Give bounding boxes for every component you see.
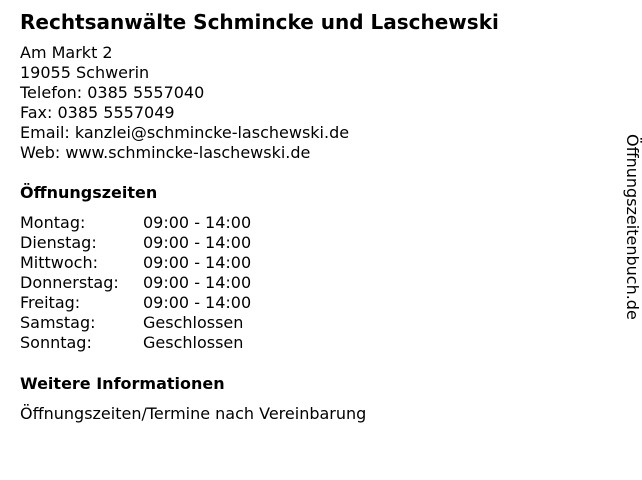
website-address: Web: www.schmincke-laschewski.de — [20, 143, 311, 162]
hours-day: Freitag: — [20, 293, 81, 312]
business-name: Rechtsanwälte Schmincke und Laschewski — [20, 10, 499, 34]
hours-row — [20, 313, 251, 333]
hours-time: 09:00 - 14:00 — [143, 233, 252, 252]
hours-row — [20, 253, 251, 273]
contact-block — [20, 43, 349, 163]
hours-time: 09:00 - 14:00 — [143, 213, 252, 232]
hours-day: Mittwoch: — [20, 253, 98, 272]
site-watermark: Öffnungszeitenbuch.de — [623, 134, 642, 320]
phone-number: Telefon: 0385 5557040 — [20, 83, 205, 102]
hours-day: Donnerstag: — [20, 273, 119, 292]
hours-day: Montag: — [20, 213, 86, 232]
opening-hours-heading: Öffnungszeiten — [20, 183, 158, 202]
hours-day: Samstag: — [20, 313, 96, 332]
address-city: 19055 Schwerin — [20, 63, 150, 82]
hours-day: Dienstag: — [20, 233, 97, 252]
hours-day: Sonntag: — [20, 333, 92, 352]
hours-time: 09:00 - 14:00 — [143, 293, 252, 312]
hours-row — [20, 213, 251, 233]
hours-row — [20, 293, 251, 313]
email-address: Email: kanzlei@schmincke-laschewski.de — [20, 123, 350, 142]
opening-hours-table — [20, 213, 251, 353]
fax-number: Fax: 0385 5557049 — [20, 103, 175, 122]
hours-time: 09:00 - 14:00 — [143, 273, 252, 292]
address-street: Am Markt 2 — [20, 43, 113, 62]
hours-time: Geschlossen — [143, 333, 244, 352]
further-info-heading: Weitere Informationen — [20, 374, 225, 393]
hours-time: Geschlossen — [143, 313, 244, 332]
hours-row — [20, 273, 251, 293]
further-info-text: Öffnungszeiten/Termine nach Vereinbarung — [20, 404, 367, 423]
hours-row — [20, 333, 251, 353]
hours-row — [20, 233, 251, 253]
hours-time: 09:00 - 14:00 — [143, 253, 252, 272]
